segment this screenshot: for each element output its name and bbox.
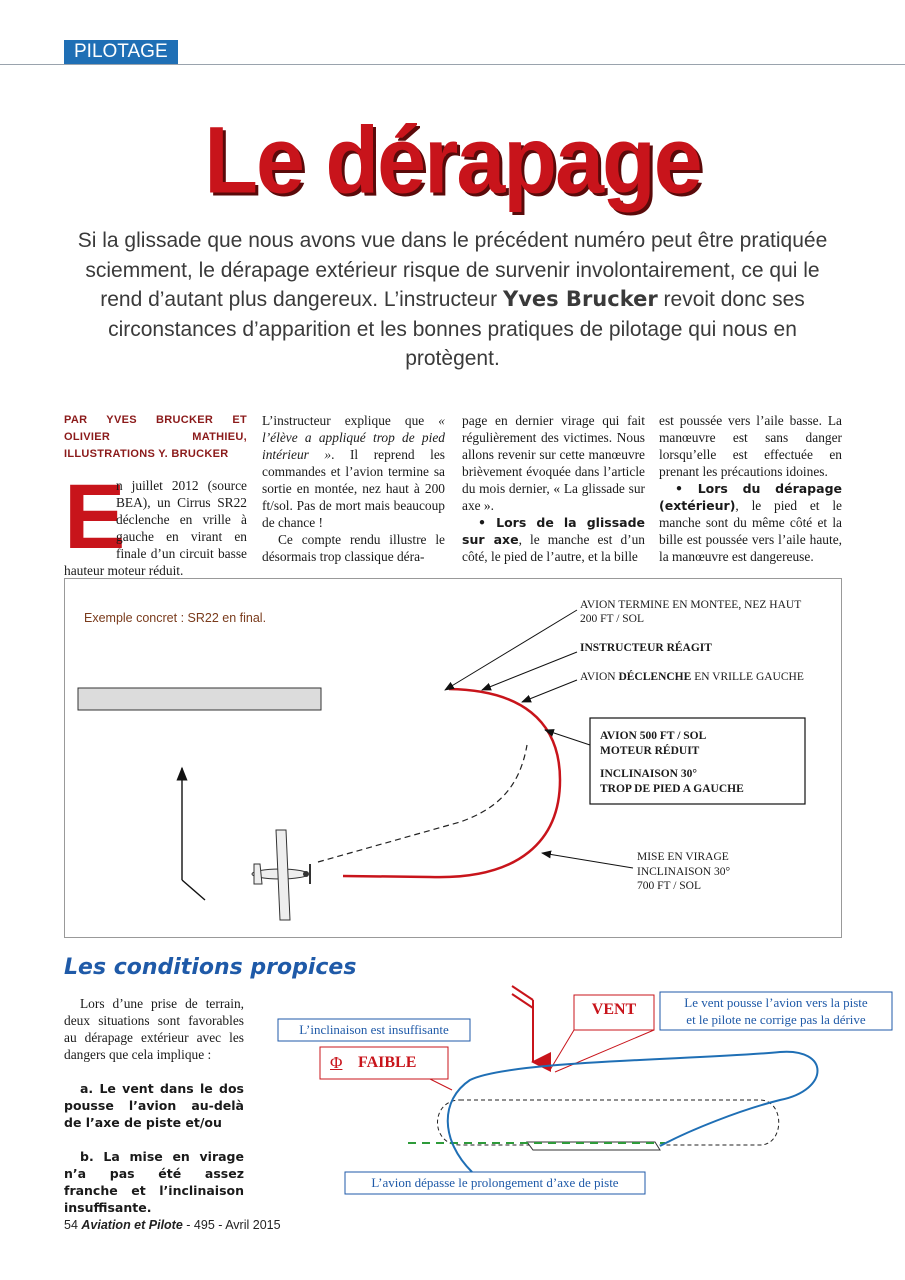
issue-info: - 495 - Avril 2015 bbox=[186, 1218, 281, 1232]
figure-caption: Exemple concret : SR22 en final. bbox=[84, 611, 267, 625]
label-spin-b: DÉCLENCHE bbox=[618, 671, 692, 683]
lead-text-2: revoit donc ses circonstances d’apparition et les bonnes pratiques de pilotage qui nous en protègent. bbox=[108, 288, 805, 370]
paragraph-2a: Ce compte rendu illustre le désormais trop classique déra- bbox=[262, 532, 445, 564]
paragraph-1b: L’instructeur explique que « l’élève a appliqué trop de pied intérieur ». Il reprend les commandes et l’avion termine sa sortie en montée, nez haut à 200 ft/sol. Pas de mort mais beaucoup de chance ! bbox=[262, 413, 445, 530]
condition-b: b. La mise en virage n’a pas été assez franche et l’inclinaison insuffisante. bbox=[64, 1149, 244, 1215]
drop-cap: E bbox=[64, 466, 126, 568]
arrow-turn bbox=[542, 853, 633, 868]
section-intro: Lors d’une prise de terrain, deux situations sont favorables au dérapage extérieur avec les dangers que cela implique : bbox=[64, 996, 244, 1062]
flight-path bbox=[343, 689, 560, 877]
footer bbox=[64, 1218, 281, 1232]
wind-note-line1: Le vent pousse l’avion vers la piste bbox=[684, 995, 868, 1010]
paragraph-4: • Lors du dérapage (extérieur), le pied et le manche sont du même côté et la bille est poussée vers l’aile haute, la manœuvre est dangereuse. bbox=[659, 481, 842, 564]
label-climb-line1: AVION TERMINE EN MONTEE, NEZ HAUT bbox=[580, 599, 802, 611]
label-climb bbox=[580, 598, 801, 626]
runway bbox=[78, 688, 321, 710]
label-instructor: INSTRUCTEUR RÉAGIT bbox=[580, 642, 712, 654]
magazine-name: Aviation et Pilote bbox=[81, 1218, 183, 1232]
lead-author: Yves Brucker bbox=[502, 287, 658, 311]
dashed-pattern bbox=[438, 1100, 779, 1145]
label-spin bbox=[580, 671, 804, 683]
turn-line-3: 700 FT / SOL bbox=[637, 880, 702, 892]
wind-label: VENT bbox=[591, 1001, 637, 1018]
label-turn bbox=[637, 850, 730, 894]
box-line-1: AVION 500 FT / SOL bbox=[600, 730, 707, 742]
page-number: 54 bbox=[64, 1218, 78, 1232]
airplane-icon bbox=[252, 830, 310, 920]
phi-icon: Φ bbox=[330, 1053, 343, 1072]
overshoot-note: L’avion dépasse le prolongement d’axe de piste bbox=[371, 1175, 619, 1190]
heading-arrow bbox=[182, 768, 205, 900]
paragraph-3a: • Lors de la glissade sur axe, le manche est d’un côté, le pied de l’autre, et la bille bbox=[462, 515, 645, 564]
section-body bbox=[64, 995, 244, 1216]
article-title: Le dérapage bbox=[204, 106, 701, 213]
label-spin-c: EN VRILLE GAUCHE bbox=[691, 671, 804, 683]
paragraph-1a: n juillet 2012 (source BEA), un Cirrus SR22 déclenche en vrille à gauche en virant en finale d’un circuit basse hauteur moteur réduit. bbox=[64, 478, 247, 578]
wind-note-line2: et le pilote ne corrige pas la dérive bbox=[686, 1012, 866, 1027]
byline: PAR YVES BRUCKER ET OLIVIER MATHIEU, ILLUSTRATIONS Y. BRUCKER bbox=[64, 414, 247, 460]
label-spin-a: AVION bbox=[580, 671, 619, 683]
actual-path bbox=[448, 1052, 818, 1172]
wind-arrow bbox=[512, 986, 533, 1062]
box-line-3: INCLINAISON 30° bbox=[600, 768, 697, 780]
box-line-4: TROP DE PIED A GAUCHE bbox=[600, 782, 744, 795]
box-line-2: MOTEUR RÉDUIT bbox=[600, 744, 700, 757]
section-heading: Les conditions propices bbox=[64, 955, 357, 980]
label-climb-line2: 200 FT / SOL bbox=[580, 613, 645, 625]
bank-note: L’inclinaison est insuffisante bbox=[299, 1022, 449, 1037]
condition-a: a. Le vent dans le dos pousse l’avion au-delà de l’axe de piste et/ou bbox=[64, 1081, 244, 1130]
turn-line-2: INCLINAISON 30° bbox=[637, 865, 731, 878]
lead-text-1: Si la glissade que nous avons vue dans le précédent numéro peut être pratiquée sciemment, le dérapage extérieur risque de survenir involontairement, ce qui le rend d’autant plus dangereux. L’instructeur bbox=[77, 229, 828, 311]
paragraph-3b: est poussée vers l’aile basse. La manœuvre est sans danger lorsqu’elle est effectuée en prenant les précautions idoines. bbox=[659, 413, 842, 479]
turn-line-1: MISE EN VIRAGE bbox=[637, 851, 729, 863]
info-box-text bbox=[600, 729, 744, 796]
paragraph-2b: page en dernier virage qui fait régulièrement des victimes. Nous allons revenir sur cette manœuvre brièvement évoquée dans l’article du mois dernier, « La glissade sur axe ». bbox=[462, 413, 645, 513]
section-tag: PILOTAGE bbox=[64, 40, 178, 64]
expected-path bbox=[318, 745, 527, 862]
arrow-instructor bbox=[482, 652, 577, 690]
wind-note bbox=[660, 994, 892, 1028]
arrow-spin bbox=[522, 680, 577, 702]
weak-label: FAIBLE bbox=[358, 1054, 417, 1071]
